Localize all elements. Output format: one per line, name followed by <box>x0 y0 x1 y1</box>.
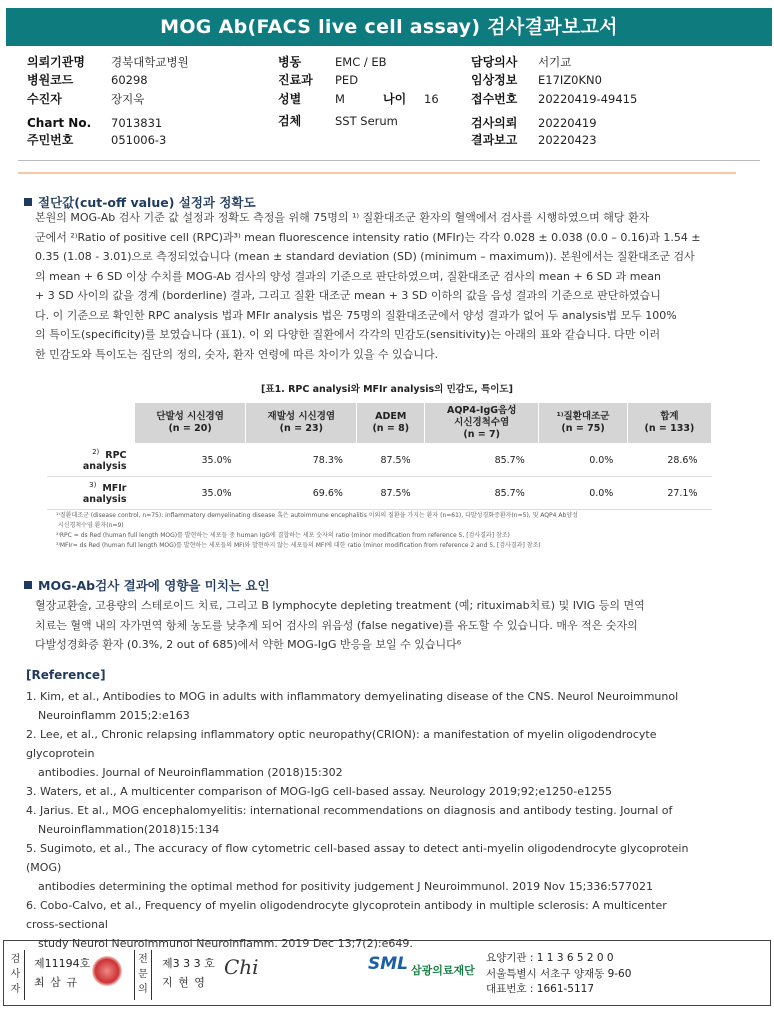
table-cell: 27.1% <box>627 477 711 510</box>
lab-info <box>486 951 631 998</box>
reference-line: 1. Kim, et al., Antibodies to MOG in adults with inflammatory demyelinating disease of the CNS. Neurol Neuroimmunol <box>26 690 679 703</box>
section-factors-title: MOG-Ab검사 결과에 영향을 미치는 요인 <box>24 576 270 594</box>
col-header: 단발성 시신경염 (n = 20) <box>135 403 246 444</box>
value-doctor: 서기교 <box>538 55 572 69</box>
label-doctor: 담당의사 <box>471 55 518 69</box>
text-line: 본원의 MOG-Ab 검사 기준 값 설정과 정확도 측정을 위해 75명의 ¹⁾ 질환대조군 환자의 혈액에서 검사를 시행하였으며 해당 환자 <box>35 211 650 224</box>
reference-line: 2. Lee, et al., Chronic relapsing inflammatory optic neuropathy(CRION): a manifestation of myelin oligodendrocyte glycoprotein <box>26 728 657 760</box>
section-cutoff-title: 절단값(cut-off value) 설정과 정확도 <box>24 193 256 211</box>
text-line: 다발성경화증 환자 (0.3%, 2 out of 685)에서 약한 MOG-IgG 반응을 보일 수 있습니다⁶ <box>35 638 462 651</box>
divider-orange <box>18 172 736 174</box>
square-bullet-icon <box>24 581 32 589</box>
value-clinical-info: E17IZ0KN0 <box>538 73 602 87</box>
inspector-name: 최 삼 규 <box>34 976 78 989</box>
label-specimen: 검체 <box>278 114 302 128</box>
text-line: 의 특이도(specificity)를 보였습니다 (표1). 이 외 다양한 질환에서 각각의 민감도(sensitivity)는 아래의 표와 같습니다. 다만 이러 <box>35 328 661 341</box>
col-header: 재발성 시신경염 (n = 23) <box>246 403 357 444</box>
label-clinical-info: 임상정보 <box>471 73 518 87</box>
sensitivity-table <box>46 402 712 510</box>
table-caption: [표1. RPC analysi와 MFIr analysis의 민감도, 특이도] <box>261 384 513 395</box>
seal-stamp-icon <box>92 956 122 986</box>
specialist-license: 제3 3 3 호 <box>162 957 215 970</box>
section-cutoff-body <box>35 208 717 364</box>
row-label: $^{3)}$ MFIr analysis <box>47 477 135 510</box>
text-line: 0.35 (1.08 - 3.01)으로 측정되었습니다 (mean ± standard deviation (SD) (minimum – maximum)). 본원에서는 질환대조군 검사 <box>35 250 695 263</box>
label-sex: 성별 <box>278 92 302 106</box>
patient-info <box>0 0 774 160</box>
reference-line: 4. Jarius. Et al., MOG encephalomyelitis: international recommendations on diagnosis and antibody testing. Journal of <box>26 804 673 817</box>
table-cell: 87.5% <box>357 444 425 477</box>
reference-line: Neuroinflammation(2018)15:134 <box>38 823 220 836</box>
report-title: MOG Ab(FACS live cell assay) 검사결과보고서 <box>6 8 772 46</box>
table-footnotes <box>56 511 716 551</box>
label-patient: 수진자 <box>27 92 62 106</box>
reference-line: cross-sectional <box>26 918 108 931</box>
reference-line: antibodies determining the optimal method for positivity judgement J Neuroimmunol. 2019 Nov 15;336:577021 <box>38 880 654 893</box>
lab-phone: 대표번호 : 1661-5117 <box>486 983 595 995</box>
value-specimen: SST Serum <box>335 114 398 128</box>
label-chart-no: Chart No. <box>27 116 92 130</box>
reference-line: antibodies. Journal of Neuroinflammation (2018)15:302 <box>38 766 343 779</box>
text-line: 다. 이 기준으로 확인한 RPC analysis 법과 MFIr analysis 법은 75명의 질환대조군에서 양성 결과가 없어 두 analysis법 모두 100% <box>35 308 677 322</box>
references-heading: [Reference] <box>26 668 106 682</box>
value-receipt-no: 20220419-49415 <box>538 92 638 106</box>
lab-address: 서울특별시 서초구 양재동 9-60 <box>486 967 632 980</box>
table-row <box>47 444 712 477</box>
sml-logo: SML <box>368 954 408 974</box>
lab-code: 요양기관 : 1 1 3 6 5 2 0 0 <box>486 952 614 964</box>
col-header: ADEM (n = 8) <box>357 403 425 444</box>
table-cell: 0.0% <box>539 444 628 477</box>
table-cell: 0.0% <box>539 477 628 510</box>
table-cell: 35.0% <box>135 477 246 510</box>
table-cell: 85.7% <box>425 444 539 477</box>
inspector-license: 제11194호 <box>34 957 91 970</box>
text-line: 한 민감도와 특이도는 집단의 정의, 숫자, 환자 연령에 따른 차이가 있을 수 있습니다. <box>35 347 439 361</box>
value-request-date: 20220419 <box>538 116 597 130</box>
text-line: 치료는 혈액 내의 자가면역 항체 농도를 낮추게 되어 검사의 위음성 (false negative)를 유도할 수 있습니다. 매우 적은 숫자의 <box>35 618 638 632</box>
label-report-date: 결과보고 <box>471 133 518 147</box>
text-line: 군에서 ²⁾Ratio of positive cell (RPC)과³⁾ mean fluorescence intensity ratio (MFIr)는 각각 0.028 ± 0.038 (0.0 – 0.16)과 1.54 ± <box>35 230 701 244</box>
value-resident-no: 051006-3 <box>111 133 167 147</box>
footnote: ¹⁾질환대조군 (disease control, n=75): inflammatory demyelinating disease 혹은 autoimmune encephalitis 이외의 질환을 가지는 환자 (n=61), 다발성경화증환자(n=5), 및 AQP4 Ab양성 <box>56 512 578 519</box>
reference-line: 3. Waters, et al., A multicenter comparison of MOG-IgG cell-based assay. Neurology 2019;92;e1250-e1255 <box>26 785 612 798</box>
value-department: PED <box>335 73 359 87</box>
label-department: 진료과 <box>278 73 313 87</box>
section-factors-body <box>35 596 717 655</box>
value-age: 16 <box>424 92 439 106</box>
footnote: ³⁾MFIr= ds Red (human full length MOG)를 발현하는 세포들의 MFI와 발현하지 않는 세포들의 MFI에 대한 ratio (minor modification from reference 2 and 5, [검사결과] 참조) <box>56 542 541 549</box>
label-receipt-no: 접수번호 <box>471 92 518 106</box>
table-cell: 28.6% <box>627 444 711 477</box>
row-label: $^{2)}$ RPC analysis <box>47 444 135 477</box>
label-request-date: 검사의뢰 <box>471 116 518 130</box>
reference-line: study Neurol Neuroimmunol Neuroinflamm. 2019 Dec 13;7(2):e649. <box>38 937 413 950</box>
reference-line: 5. Sugimoto, et al., The accuracy of flow cytometric cell-based assay to detect anti-myelin oligodendrocyte glycoprotein (MOG) <box>26 842 689 874</box>
table-cell: 35.0% <box>135 444 246 477</box>
value-sex: M <box>335 92 345 106</box>
table-cell: 87.5% <box>357 477 425 510</box>
value-patient: 장지욱 <box>111 92 145 106</box>
col-header: AQP4-IgG음성 시신경척수염 (n = 7) <box>425 403 539 444</box>
footnote: 시신경척수염 환자(n=9) <box>58 522 124 529</box>
label-hospital-code: 병원코드 <box>27 73 74 87</box>
footnote: ²⁾RPC = ds Red (human full length MOG)를 발현하는 세포들 중 human IgG에 결합하는 세포 숫자의 ratio (minor modification from reference 5, [검사결과] 참조) <box>56 532 510 539</box>
text-line: 의 mean + 6 SD 이상 수치를 MOG-Ab 검사의 양성 결과의 기준으로 판단하였으며, 질환대조군 검사의 mean + 6 SD 과 mean <box>35 269 661 283</box>
table-cell: 78.3% <box>246 444 357 477</box>
label-ward: 병동 <box>278 55 302 69</box>
table-cell: 85.7% <box>425 477 539 510</box>
text-line: + 3 SD 사이의 값을 경계 (borderline) 결과, 그리고 질환 대조군 mean + 3 SD 이하의 값을 음성 결과의 기준으로 판단하였습니 <box>35 289 661 302</box>
sml-logo-text: 삼광의료재단 <box>411 964 475 977</box>
label-age: 나이 <box>383 92 407 106</box>
value-report-date: 20220423 <box>538 133 597 147</box>
inspector-label: 검사자 <box>7 950 25 1000</box>
value-hospital-code: 60298 <box>111 73 148 87</box>
label-resident-no: 주민번호 <box>27 133 74 147</box>
reference-line: 6. Cobo-Calvo, et al., Frequency of myelin oligodendrocyte glycoprotein antibody in multiple sclerosis: A multicenter <box>26 899 667 912</box>
reference-line: Neuroinflamm 2015;2:e163 <box>38 709 190 722</box>
specialist-name: 지 현 영 <box>162 976 206 989</box>
label-institution: 의뢰기관명 <box>27 55 85 69</box>
value-chart-no: 7013831 <box>111 116 163 130</box>
square-bullet-icon <box>24 198 32 206</box>
table-corner <box>47 403 135 444</box>
table-cell: 69.6% <box>246 477 357 510</box>
specialist-label: 전문의 <box>134 950 152 1000</box>
text-line: 혈장교환술, 고용량의 스테로이드 치료, 그리고 B lymphocyte depleting treatment (예; rituximab치료) 및 IVIG 등의 면역 <box>35 599 645 612</box>
table-row <box>47 477 712 510</box>
col-header: 합계 (n = 133) <box>627 403 711 444</box>
divider <box>18 160 760 161</box>
value-institution: 경북대학교병원 <box>111 55 189 69</box>
signature: Chi <box>224 955 259 979</box>
value-ward: EMC / EB <box>335 55 387 69</box>
references-list <box>26 687 726 953</box>
col-header: ¹⁾질환대조군 (n = 75) <box>539 403 628 444</box>
